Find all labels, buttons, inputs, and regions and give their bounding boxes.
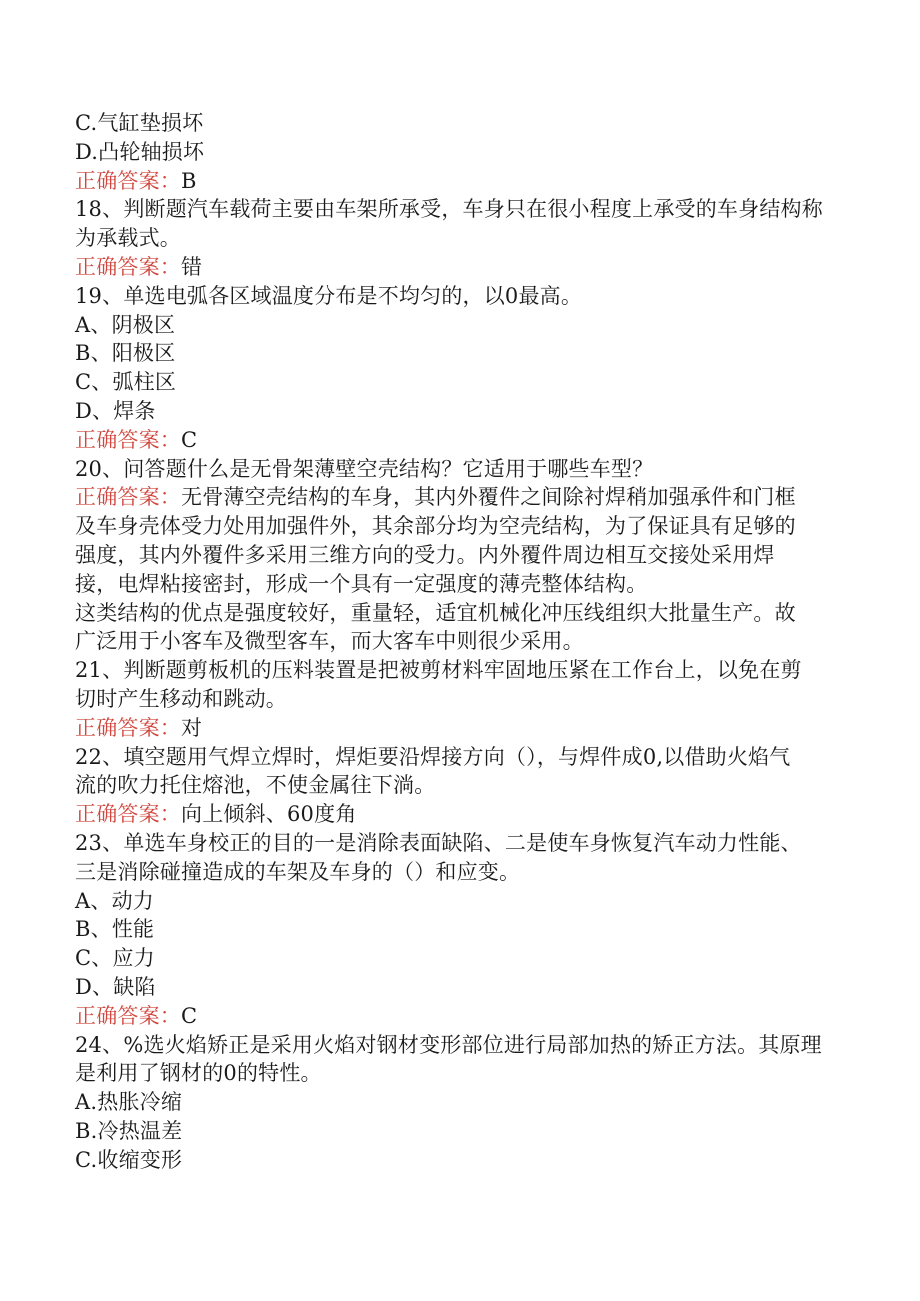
option-line: D、缺陷 (75, 974, 156, 999)
question-line: 23、单选车身校正的目的一是消除表面缺陷、二是使车身恢复汽车动力性能、 (75, 830, 802, 855)
question-line: 20、问答题什么是无骨架薄壁空壳结构？它适用于哪些车型？ (75, 456, 654, 481)
question-line: 为承载式。 (75, 226, 181, 251)
answer-line (75, 800, 835, 829)
option-line: A、动力 (75, 888, 154, 913)
question-line: 三是消除碰撞造成的车架及车身的（）和应变。 (75, 859, 521, 884)
option-line: D.凸轮轴损坏 (75, 139, 205, 164)
answer-label: 正确答案： (75, 485, 181, 510)
question-line: 是利用了钢材的0的特性。 (75, 1061, 322, 1086)
question-line: 18、判断题汽车载荷主要由车架所承受，车身只在很小程度上承受的车身结构称 (75, 197, 823, 222)
answer-body-line: 接，电焊粘接密封，形成一个具有一定强度的薄壳整体结构。 (75, 571, 648, 596)
option-line: C、弧柱区 (75, 370, 177, 395)
answer-text: 向上倾斜、60度角 (181, 802, 357, 827)
document-page (75, 109, 835, 1174)
option-line: C、应力 (75, 946, 155, 971)
answer-text: 错 (181, 254, 203, 279)
answer-body-line: 广泛用于小客车及微型客车，而大客车中则很少采用。 (75, 629, 584, 654)
question-line: 流的吹力托住熔池，不使金属往下淌。 (75, 773, 436, 798)
option-line: B、阳极区 (75, 341, 176, 366)
answer-line (75, 253, 835, 282)
question-line: 19、单选电弧各区域温度分布是不均匀的，以0最高。 (75, 283, 583, 308)
answer-text: B (181, 168, 197, 193)
answer-label: 正确答案： (75, 802, 181, 827)
answer-line (75, 483, 835, 512)
option-line: A.热胀冷缩 (75, 1090, 183, 1115)
answer-text: 无骨薄空壳结构的车身，其内外覆件之间除衬焊稍加强承件和门框 (181, 485, 796, 510)
answer-body-line: 这类结构的优点是强度较好，重量轻，适宜机械化冲压线组织大批量生产。故 (75, 600, 796, 625)
answer-label: 正确答案： (75, 168, 181, 193)
answer-text: C (181, 1003, 198, 1028)
option-line: C.气缸垫损坏 (75, 111, 204, 135)
answer-label: 正确答案： (75, 254, 181, 279)
answer-line (75, 1002, 835, 1031)
question-line: 24、%选火焰矫正是采用火焰对钢材变形部位进行局部加热的矫正方法。其原理 (75, 1032, 822, 1057)
option-line: A、阴极区 (75, 312, 176, 337)
question-line: 21、判断题剪板机的压料装置是把被剪材料牢固地压紧在工作台上，以免在剪 (75, 658, 802, 683)
option-line: B、性能 (75, 917, 155, 942)
answer-label: 正确答案： (75, 715, 181, 740)
question-line: 切时产生移动和跳动。 (75, 686, 287, 711)
answer-label: 正确答案： (75, 427, 181, 452)
answer-body-line: 及车身壳体受力处用加强件外，其余部分均为空壳结构，为了保证具有足够的 (75, 514, 796, 539)
question-line: 22、填空题用气焊立焊时，焊炬要沿焊接方向（），与焊件成0,以借助火焰气 (75, 744, 791, 769)
answer-label: 正确答案： (75, 1003, 181, 1028)
option-line: B.冷热温差 (75, 1118, 183, 1143)
option-line: D、焊条 (75, 398, 156, 423)
answer-text: 对 (181, 715, 203, 740)
answer-line (75, 714, 835, 743)
answer-line (75, 167, 835, 196)
answer-line (75, 426, 835, 455)
answer-text: C (181, 427, 198, 452)
option-line: C.收缩变形 (75, 1147, 183, 1172)
answer-body-line: 强度，其内外覆件多采用三维方向的受力。内外覆件周边相互交接处采用焊 (75, 542, 775, 567)
